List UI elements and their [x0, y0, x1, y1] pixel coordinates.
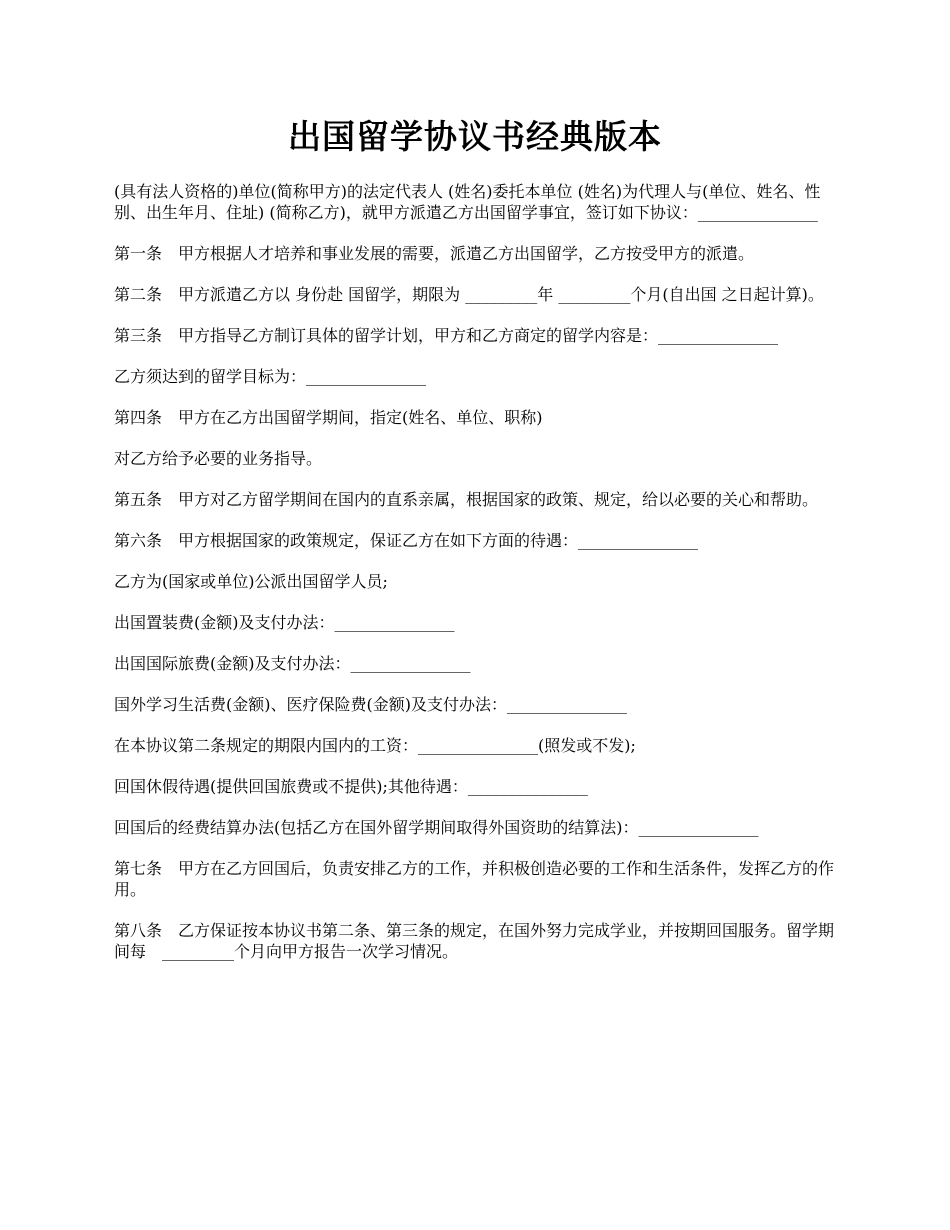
- article-2-paragraph: 第二条 甲方派遣乙方以 身份赴 国留学，期限为 _________年 _________个月(自出国 之日起计算)。: [114, 285, 824, 304]
- vacation-paragraph: 回国休假待遇(提供回国旅费或不提供);其他待遇：_______________: [114, 777, 588, 796]
- article-1-paragraph: 第一条 甲方根据人才培养和事业发展的需要，派遣乙方出国留学，乙方按受甲方的派遣。: [114, 244, 755, 263]
- clothing-fee-paragraph: 出国置装费(金额)及支付办法：_______________: [114, 613, 455, 632]
- settlement-paragraph: 回国后的经费结算办法(包括乙方在国外留学期间取得外国资助的结算法)：_______________: [114, 818, 759, 837]
- article-8-paragraph: 第八条 乙方保证按本协议书第二条、第三条的规定，在国外努力完成学业，并按期回国服务。留学期间每 _________个月向甲方报告一次学习情况。: [114, 921, 835, 961]
- study-goal-paragraph: 乙方须达到的留学目标为：_______________: [114, 367, 427, 386]
- living-fee-paragraph: 国外学习生活费(金额)、医疗保险费(金额)及支付办法：_______________: [114, 695, 627, 714]
- preamble-paragraph: (具有法人资格的)单位(简称甲方)的法定代表人 (姓名)委托本单位 (姓名)为代理人与(单位、姓名、性别、出生年月、住址) (简称乙方)，就甲方派遣乙方出国留学事宜，签订如下协议：_______________: [114, 182, 821, 222]
- travel-fee-paragraph: 出国国际旅费(金额)及支付办法：_______________: [114, 654, 471, 673]
- article-7-paragraph: 第七条 甲方在乙方回国后，负责安排乙方的工作，并积极创造必要的工作和生活条件，发挥乙方的作用。: [114, 859, 835, 899]
- article-5-paragraph: 第五条 甲方对乙方留学期间在国内的直系亲属，根据国家的政策、规定，给以必要的关心和帮助。: [114, 490, 819, 509]
- article-6-paragraph: 第六条 甲方根据国家的政策规定，保证乙方在如下方面的待遇：_______________: [114, 531, 699, 550]
- article-4-paragraph: 第四条 甲方在乙方出国留学期间，指定(姓名、单位、职称): [114, 408, 543, 427]
- document-body: [114, 181, 846, 982]
- document-title: 出国留学协议书经典版本: [288, 117, 662, 156]
- salary-paragraph: 在本协议第二条规定的期限内国内的工资：_______________(照发或不发);: [114, 736, 636, 755]
- guidance-paragraph: 对乙方给予必要的业务指导。: [114, 449, 323, 468]
- status-paragraph: 乙方为(国家或单位)公派出国留学人员;: [114, 572, 388, 591]
- article-3-paragraph: 第三条 甲方指导乙方制订具体的留学计划，甲方和乙方商定的留学内容是：_______________: [114, 326, 779, 345]
